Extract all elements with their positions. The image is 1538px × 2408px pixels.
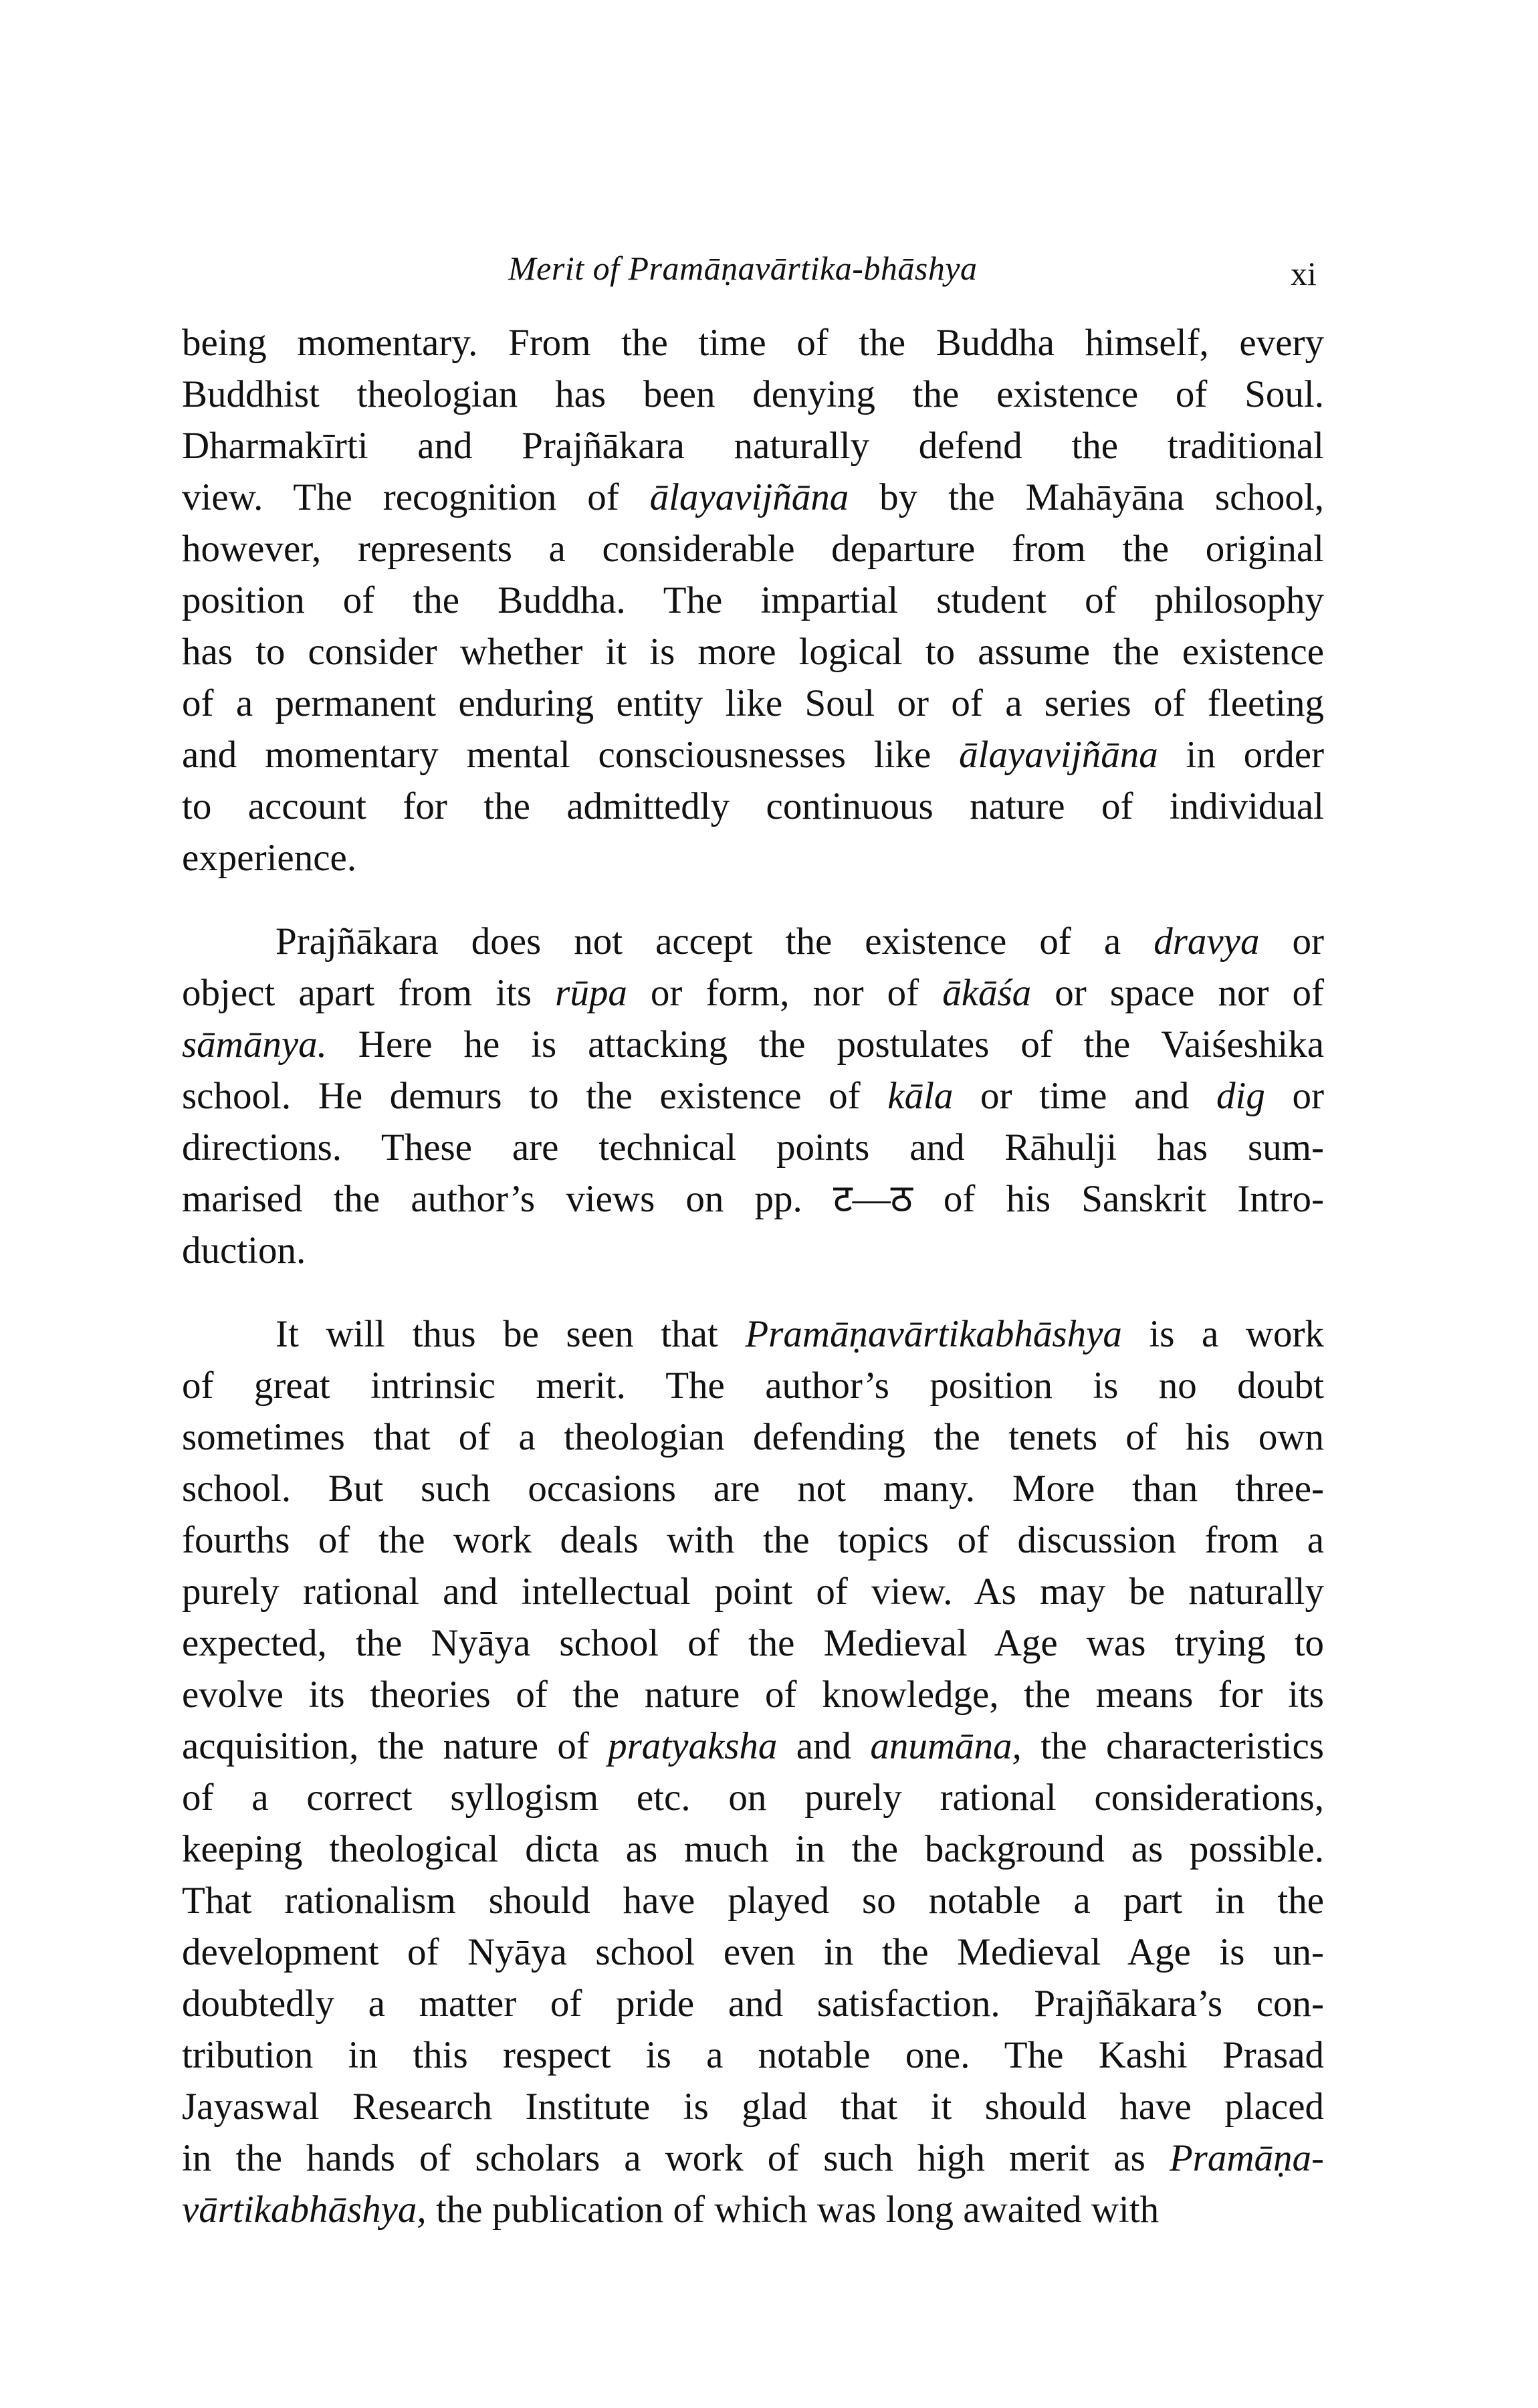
text-run: in order [1158,734,1324,776]
text-run: being momentary. From the time of the Buddha himself, every [182,322,1324,364]
text-run: and momentary mental consciousnesses like [182,734,960,776]
text-line [182,317,1324,369]
text-run: to account for the admittedly continuous nature of individual [182,785,1324,827]
italic-term: vārtikabhāshya, [182,2189,427,2231]
text-line [182,1875,1324,1926]
italic-term: anumāna, [870,1725,1022,1767]
text-line [182,729,1324,781]
text-run: doubtedly a matter of pride and satisfaction. Prajñākara’s con- [182,1983,1324,2025]
text-line [182,472,1324,523]
text-line [182,916,1324,967]
text-run: and [777,1725,871,1767]
text-run: of a correct syllogism etc. on purely rational considerations, [182,1777,1324,1819]
running-head [0,249,1538,302]
text-line [182,2184,1324,2235]
text-run: school. He demurs to the existence of [182,1075,888,1117]
text-line [182,1173,1324,1225]
text-run: the publication of which was long awaited with [426,2189,1160,2231]
page-number: xi [1291,255,1317,292]
text-line [182,523,1324,575]
text-run: duction. [182,1229,306,1272]
text-run: school. But such occasions are not many. More than three- [182,1468,1324,1510]
text-line [182,2081,1324,2132]
text-run: keeping theological dicta as much in the background as possible. [182,1828,1324,1870]
italic-term: dig [1216,1075,1265,1117]
text-run: Prajñākara does not accept the existence of a [276,920,1154,963]
italic-term: dravya [1154,920,1260,963]
text-run: acquisition, the nature of [182,1725,609,1767]
text-line [182,1617,1324,1669]
text-line [182,1823,1324,1875]
text-line [182,1669,1324,1720]
text-run: Dharmakīrti and Prajñākara naturally defend the traditional [182,425,1324,467]
italic-term: pratyaksha [608,1725,778,1767]
italic-term: rūpa [555,972,627,1014]
text-run: tribution in this respect is a notable one. The Kashi Prasad [182,2034,1324,2076]
text-line [182,420,1324,472]
italic-term: ākāśa [942,972,1032,1014]
text-run: the characteristics [1021,1725,1324,1767]
text-run: however, represents a considerable departure from the original [182,528,1324,570]
text-run: view. The recognition of [182,476,650,518]
text-line [182,2132,1324,2184]
text-line [182,1360,1324,1411]
text-line [182,1720,1324,1772]
text-run: of a permanent enduring entity like Soul or of a series of fleeting [182,682,1324,724]
text-run: fourths of the work deals with the topics of discussion from a [182,1519,1324,1561]
text-run: It will thus be seen that [276,1313,746,1355]
text-line [182,678,1324,729]
text-run: by the Mahāyāna school, [849,476,1324,518]
paragraph [182,916,1324,1276]
text-run: of great intrinsic merit. The author’s position is no doubt [182,1365,1324,1407]
text-line [182,1225,1324,1276]
italic-term: ālayavijñāna [649,476,849,518]
text-line [182,1411,1324,1463]
paragraph [182,1308,1324,2235]
italic-term: ālayavijñāna [959,734,1158,776]
text-line [182,1122,1324,1173]
text-run: development of Nyāya school even in the Medieval Age is un- [182,1931,1324,1973]
text-line [182,369,1324,420]
text-run: has to consider whether it is more logical to assume the existence [182,631,1324,673]
text-line [182,575,1324,626]
text-run: or form, nor of [627,972,943,1014]
text-run: evolve its theories of the nature of knowledge, the means for its [182,1674,1324,1716]
text-run: marised the author’s views on pp. ट—ठ of his Sanskrit Intro- [182,1178,1324,1220]
text-line [182,781,1324,832]
italic-term: kāla [887,1075,954,1117]
text-run: Jayaswal Research Institute is glad that it should have placed [182,2086,1324,2128]
text-run: That rationalism should have played so notable a part in the [182,1880,1324,1922]
text-run: Here he is attacking the postulates of the Vaiśeshika [326,1023,1324,1066]
italic-term: Pramāṇa- [1169,2137,1324,2179]
text-line [182,1926,1324,1978]
text-run: object apart from its [182,972,556,1014]
italic-term: sāmānya. [182,1023,327,1066]
text-line [182,832,1324,884]
text-run: Buddhist theologian has been denying the existence of Soul. [182,373,1324,415]
text-run: or space nor of [1031,972,1325,1014]
paragraph [182,317,1324,884]
text-line [182,1019,1324,1070]
running-head-title: Merit of Pramāṇavārtika-bhāshya [508,249,978,287]
text-run: position of the Buddha. The impartial student of philosophy [182,579,1324,621]
text-run: experience. [182,837,357,879]
text-run: expected, the Nyāya school of the Medieval Age was trying to [182,1622,1324,1664]
text-line [182,1463,1324,1514]
text-run: purely rational and intellectual point of view. As may be naturally [182,1571,1324,1613]
text-line [182,1978,1324,2029]
text-line [182,967,1324,1019]
text-run: is a work [1121,1313,1325,1355]
text-line [182,1514,1324,1566]
text-line [182,1070,1324,1122]
text-line [182,1772,1324,1823]
text-run: or [1259,920,1324,963]
text-run: or time and [953,1075,1217,1117]
text-run: or [1265,1075,1324,1117]
text-line [182,1308,1324,1360]
text-line [182,1566,1324,1617]
text-line [182,2029,1324,2081]
body-text [182,317,1324,2268]
text-line [182,626,1324,678]
text-run: directions. These are technical points and Rāhulji has sum- [182,1126,1324,1169]
text-run: sometimes that of a theologian defending the tenets of his own [182,1416,1324,1458]
italic-term: Pramāṇavārtikabhāshya [745,1313,1122,1355]
text-run: in the hands of scholars a work of such high merit as [182,2137,1170,2179]
